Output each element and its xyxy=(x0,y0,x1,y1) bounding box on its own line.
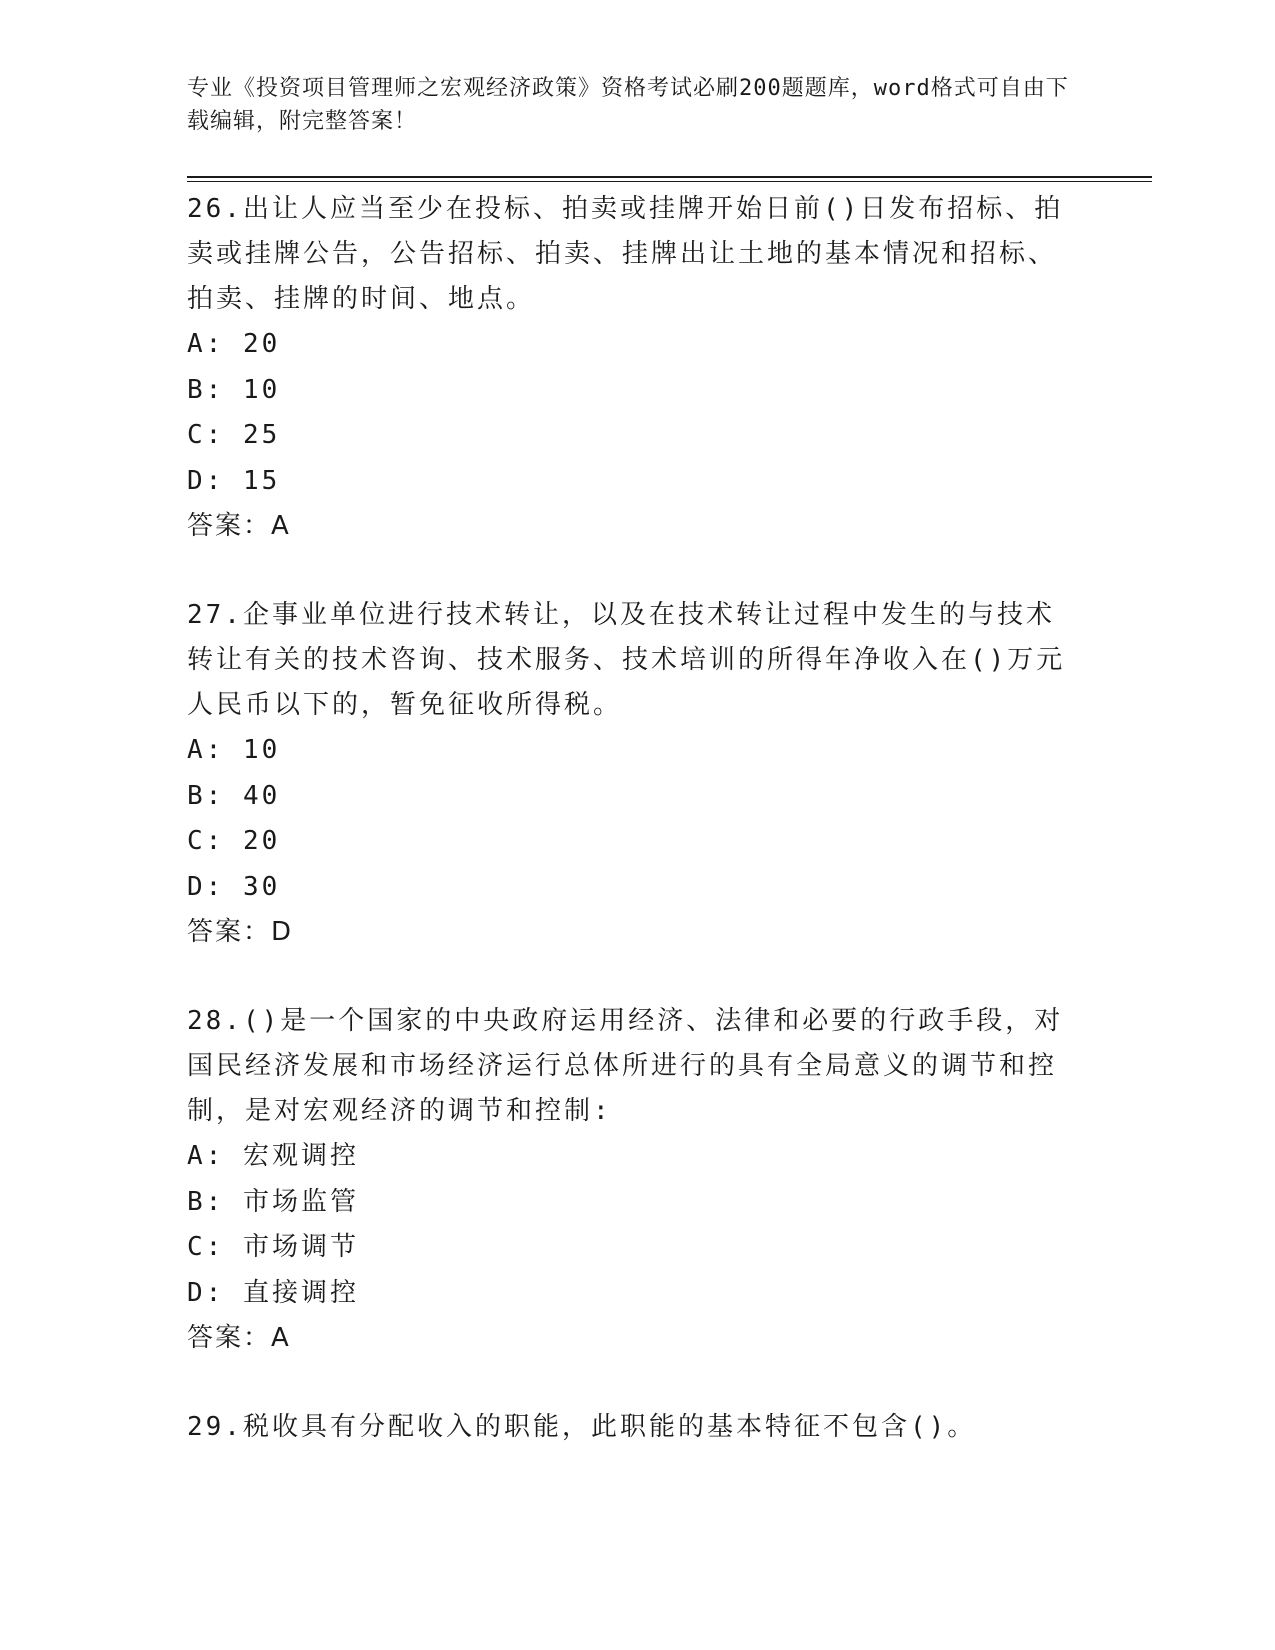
question-26 xyxy=(187,187,1077,549)
option-c: C: 市场调节 xyxy=(187,1232,359,1262)
option-a: A: 20 xyxy=(187,329,281,359)
question-27 xyxy=(187,593,1077,955)
option-c: C: 20 xyxy=(187,826,281,856)
option-a: A: 宏观调控 xyxy=(187,1141,359,1171)
option-b: B: 市场监管 xyxy=(187,1186,359,1217)
option-b: B: 10 xyxy=(187,374,281,405)
option-d: D: 直接调控 xyxy=(187,1277,359,1308)
answer-label: 答案：A xyxy=(187,511,291,541)
question-stem: 29.税收具有分配收入的职能，此职能的基本特征不包含()。 xyxy=(187,1412,977,1442)
question-stem: 26.出让人应当至少在投标、拍卖或挂牌开始日前()日发布招标、拍卖或挂牌公告，公告招标、拍卖、挂牌出让土地的基本情况和招标、拍卖、挂牌的时间、地点。 xyxy=(187,194,1064,314)
answer-label: 答案：D xyxy=(187,917,294,947)
option-b: B: 40 xyxy=(187,780,281,811)
question-29 xyxy=(187,1405,1077,1450)
option-c: C: 25 xyxy=(187,420,281,450)
option-d: D: 30 xyxy=(187,871,281,902)
question-stem: 28.()是一个国家的中央政府运用经济、法律和必要的行政手段，对国民经济发展和市场经济运行总体所进行的具有全局意义的调节和控制，是对宏观经济的调节和控制: xyxy=(187,1006,1064,1126)
option-d: D: 15 xyxy=(187,465,281,496)
document-header: 专业《投资项目管理师之宏观经济政策》资格考试必刷200题题库，word格式可自由下载编辑，附完整答案！ xyxy=(187,76,1069,134)
question-stem: 27.企事业单位进行技术转让，以及在技术转让过程中发生的与技术转让有关的技术咨询、技术服务、技术培训的所得年净收入在()万元人民币以下的，暂免征收所得税。 xyxy=(187,600,1066,720)
question-28 xyxy=(187,999,1077,1361)
answer-label: 答案：A xyxy=(187,1323,291,1353)
option-a: A: 10 xyxy=(187,735,281,765)
header-divider-thick xyxy=(187,176,1152,178)
header-divider-thin xyxy=(187,181,1152,182)
